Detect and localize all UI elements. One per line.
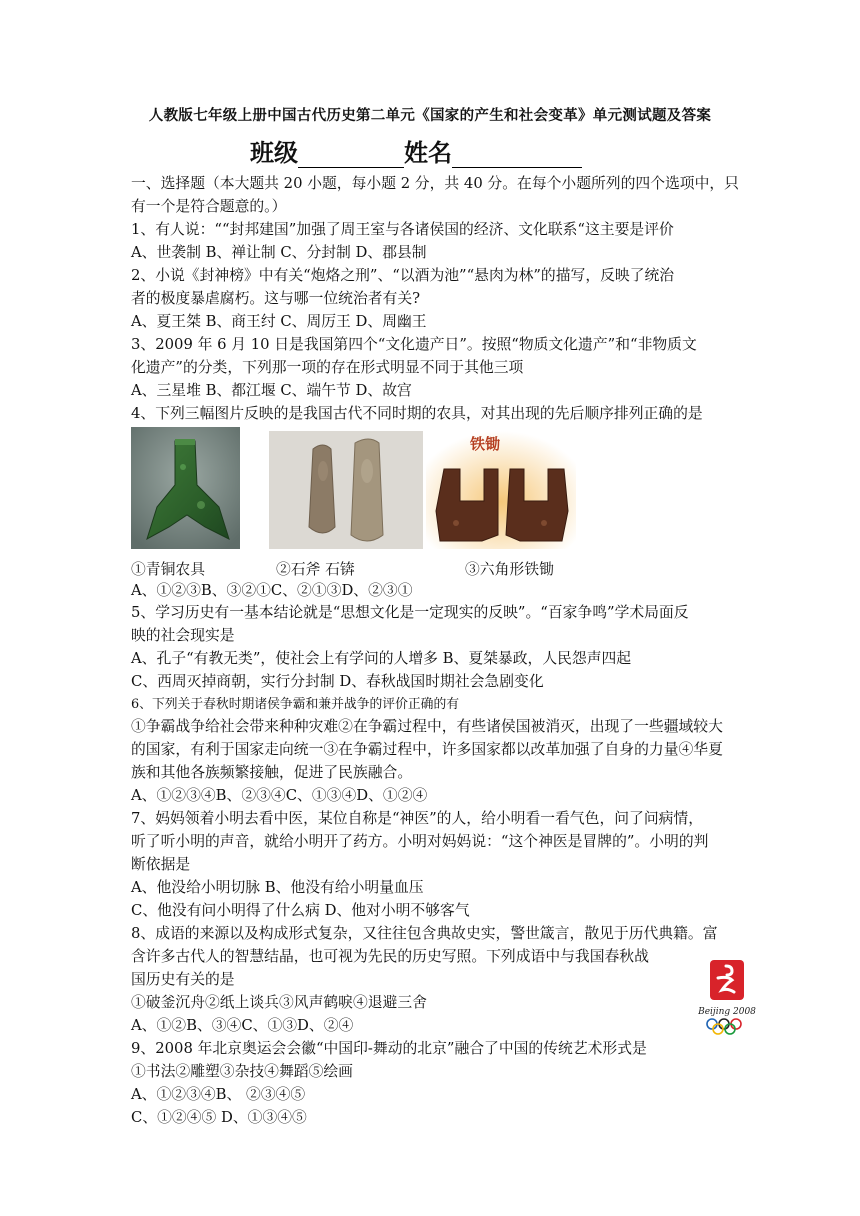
- text-line: ①争霸战争给社会带来种种灾难②在争霸过程中，有些诸侯国被消灭，出现了一些疆域较大: [131, 718, 723, 735]
- text-line: 6、下列关于春秋时期诸侯争霸和兼并战争的评价正确的有: [131, 697, 460, 712]
- text-line: C、西周灭掉商朝，实行分封制 D、春秋战国时期社会急剧变化: [131, 673, 544, 690]
- stone-axe-image: [269, 431, 423, 549]
- text-line: 族和其他各族频繁接触，促进了民族融合。: [131, 764, 413, 781]
- text-line: 者的极度暴虐腐朽。这与哪一位统治者有关?: [131, 290, 421, 307]
- emblem-text: Beijing 2008: [698, 1007, 756, 1017]
- text-line: A、①②③B、③②①C、②①③D、②③①: [131, 582, 413, 599]
- text-line: 4、下列三幅图片反映的是我国古代不同时期的农具，对其出现的先后顺序排列正确的是: [131, 405, 703, 422]
- text-line: 一、选择题（本大题共 20 小题，每小题 2 分，共 40 分。在每个小题所列的四个选项中，只: [131, 175, 739, 192]
- text-line: 1、有人说：““封邦建国”加强了周王室与各诸侯国的经济、文化联系“这主要是评价: [131, 221, 674, 238]
- text-line: 听了听小明的声音，就给小明开了药方。小明对妈妈说：“这个神医是冒牌的”。小明的判: [131, 833, 709, 850]
- document-title: 人教版七年级上册中国古代历史第二单元《国家的产生和社会变革》单元测试题及答案: [148, 107, 712, 124]
- text-line: A、孔子“有教无类”，使社会上有学问的人增多 B、夏桀暴政，人民怨声四起: [131, 650, 632, 667]
- class-blank[interactable]: [298, 141, 404, 168]
- text-line: A、他没给小明切脉 B、他没有给小明量血压: [131, 879, 424, 896]
- text-line: 2、小说《封神榜》中有关“炮烙之刑”、“以酒为池”“悬肉为林”的描写，反映了统治: [131, 267, 675, 284]
- text-line: 3、2009 年 6 月 10 日是我国第四个“文化遗产日”。按照“物质文化遗产”和“非物质文: [131, 336, 697, 353]
- text-line: 7、妈妈领着小明去看中医，某位自称是“神医”的人，给小明看一看气色，问了问病情，: [131, 810, 704, 827]
- text-line: A、①②③④B、 ②③④⑤: [131, 1086, 306, 1103]
- iron-hoe-label: 铁锄: [470, 435, 501, 453]
- text-line: 含许多古代人的智慧结晶，也可视为先民的历史写照。下列成语中与我国春秋战: [131, 948, 649, 965]
- text-line: 国历史有关的是: [131, 971, 235, 988]
- text-line: ①书法②雕塑③杂技④舞蹈⑤绘画: [131, 1063, 353, 1080]
- text-line: A、世袭制 B、禅让制 C、分封制 D、郡县制: [131, 244, 427, 261]
- text-line: A、①②③④B、②③④C、①③④D、①②④: [131, 787, 428, 804]
- iron-hoe-image: [426, 431, 576, 549]
- text-line: A、①②B、③④C、①③D、②④: [131, 1017, 354, 1034]
- caption-iron: ③六角形铁锄: [465, 561, 554, 578]
- class-name-line: [250, 133, 582, 168]
- text-line: C、他没有问小明得了什么病 D、他对小明不够客气: [131, 902, 470, 919]
- bronze-tool-image: [131, 427, 240, 549]
- text-line: 映的社会现实是: [131, 627, 235, 644]
- text-line: C、①②④⑤ D、①③④⑤: [131, 1109, 307, 1126]
- text-line: 8、成语的来源以及构成形式复杂，又往往包含典故史实，警世箴言，散见于历代典籍。富: [131, 925, 718, 942]
- text-line: A、三星堆 B、都江堰 C、端午节 D、故宫: [131, 382, 412, 399]
- text-line: 9、2008 年北京奥运会会徽“中国印-舞动的北京”融合了中国的传统艺术形式是: [131, 1040, 647, 1057]
- text-line: A、夏王桀 B、商王纣 C、周厉王 D、周幽王: [131, 313, 427, 330]
- class-label: 班级: [250, 139, 298, 167]
- text-line: 有一个是符合题意的。）: [131, 198, 287, 215]
- name-label: 姓名: [404, 139, 452, 167]
- caption-bronze: ①青铜农具: [131, 561, 205, 578]
- olympic-emblem-image: [696, 958, 758, 1038]
- text-line: ①破釜沉舟②纸上谈兵③风声鹤唳④退避三舍: [131, 994, 427, 1011]
- text-line: 的国家，有利于国家走向统一③在争霸过程中，许多国家都以改革加强了自身的力量④华夏: [131, 741, 723, 758]
- text-line: 化遗产”的分类，下列那一项的存在形式明显不同于其他三项: [131, 359, 524, 376]
- caption-stone: ②石斧 石锛: [276, 561, 355, 578]
- text-line: 5、学习历史有一基本结论就是“思想文化是一定现实的反映”。“百家争鸣”学术局面反: [131, 604, 689, 621]
- text-line: 断依据是: [131, 856, 191, 873]
- name-blank[interactable]: [452, 141, 582, 168]
